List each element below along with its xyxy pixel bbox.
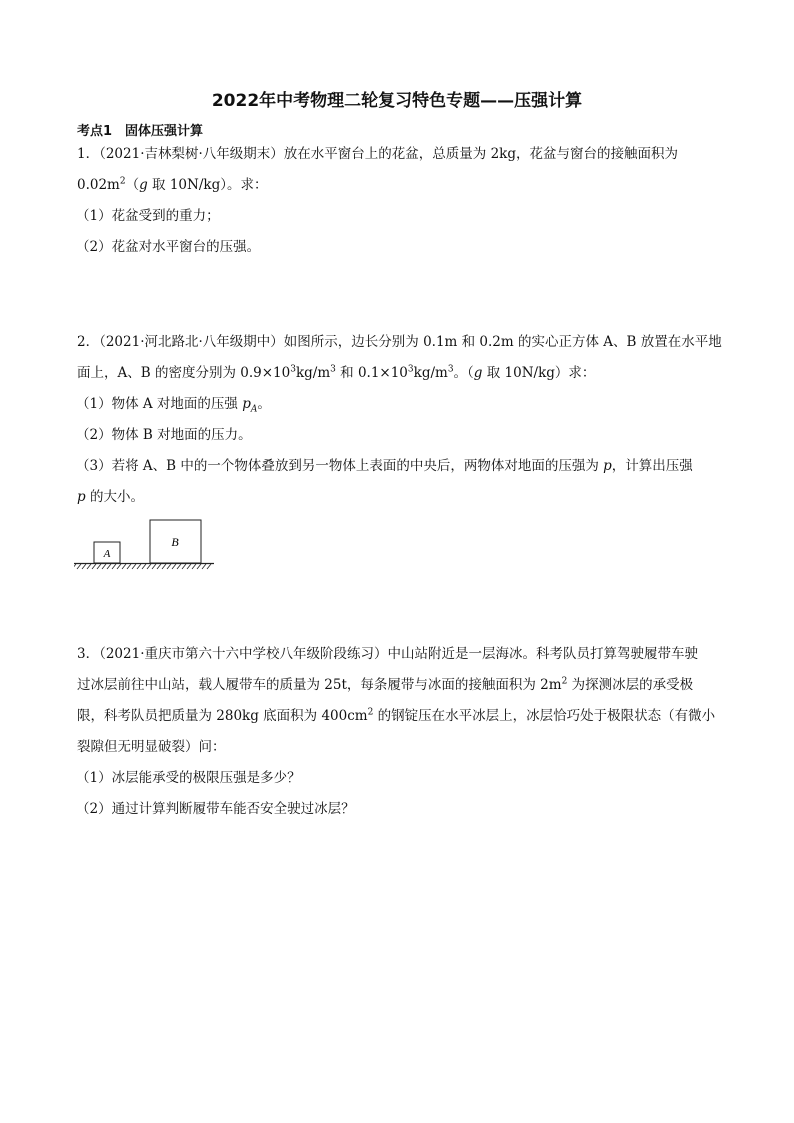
hatch-stroke [87,564,91,569]
hatch-stroke [147,564,151,569]
q2-line-1: 2．（2021·河北路北·八年级期中）如图所示，边长分别为 0.1m 和 0.2m 的实心正方体 A、B 放置在水平地 [77,334,722,350]
hatch-stroke [74,564,76,569]
hatch-stroke [157,564,161,569]
hatch-stroke [137,564,141,569]
cubes-figure [74,514,214,572]
q3-sub-1: （1）冰层能承受的极限压强是多少？ [76,770,301,786]
hatch-stroke [167,564,171,569]
hatch-stroke [202,564,206,569]
hatch-stroke [142,564,146,569]
q2-sub-2: （2）物体 B 对地面的压力。 [76,427,252,443]
hatch-stroke [132,564,136,569]
hatch-stroke [117,564,121,569]
hatch-stroke [182,564,186,569]
page-title: 2022年中考物理二轮复习特色专题——压强计算 [211,91,583,111]
hatch-stroke [162,564,166,569]
hatch-stroke [112,564,116,569]
hatch-stroke [122,564,126,569]
hatch-stroke [92,564,96,569]
q3-line-2: 过冰层前往中山站，载人履带车的质量为 25t，每条履带与冰面的接触面积为 $2m^2$ 为探测冰层的承受极 [77,676,694,693]
ground-hatching [74,564,211,569]
q1-sub-1: （1）花盆受到的重力； [76,208,220,224]
section-heading: 考点1 固体压强计算 [77,124,204,139]
q1-sub-2: （2）花盆对水平窗台的压强。 [76,239,261,255]
q1-line-1: 1．（2021·吉林梨树·八年级期末）放在水平窗台上的花盆，总质量为 2kg，花盆与窗台的接触面积为 [77,146,678,162]
hatch-stroke [107,564,111,569]
hatch-stroke [192,564,196,569]
hatch-stroke [82,564,86,569]
q3-line-3: 限，科考队员把质量为 280kg 底面积为 $400cm^2$ 的钢锭压在水平冰层上，冰层恰巧处于极限状态（有微小 [77,707,716,724]
hatch-stroke [197,564,201,569]
hatch-stroke [207,564,211,569]
q3-line-1: 3．（2021·重庆市第六十六中学校八年级阶段练习）中山站附近是一层海冰。科考队员打算驾驶履带车驶 [77,646,698,662]
q2-line-2: 面上，A、B 的密度分别为 $0.9\times 10^3kg/m^3$ 和 $0.1\times 10^3kg/m^3$。（g 取 10N/kg）求： [77,364,596,381]
cube-b-label: B [171,535,179,549]
q2-sub-1: （1）物体 A 对地面的压强 $p_A$。 [76,396,271,415]
hatch-stroke [97,564,101,569]
hatch-stroke [187,564,191,569]
q2-sub-3-cont: p 的大小。 [77,489,144,505]
hatch-stroke [102,564,106,569]
q2-sub-3: （3）若将 A、B 中的一个物体叠放到另一物体上表面的中央后，两物体对地面的压强为 p，计算出压强 [76,458,693,474]
hatch-stroke [152,564,156,569]
hatch-stroke [127,564,131,569]
hatch-stroke [77,564,81,569]
q3-line-4: 裂隙但无明显破裂）问： [77,739,226,755]
q1-line-2: $0.02m^2(g$ 取 10N/kg）。求： [77,176,268,193]
cube-a-label: A [103,548,111,560]
hatch-stroke [177,564,181,569]
hatch-stroke [172,564,176,569]
q3-sub-2: （2）通过计算判断履带车能否安全驶过冰层？ [76,801,355,817]
